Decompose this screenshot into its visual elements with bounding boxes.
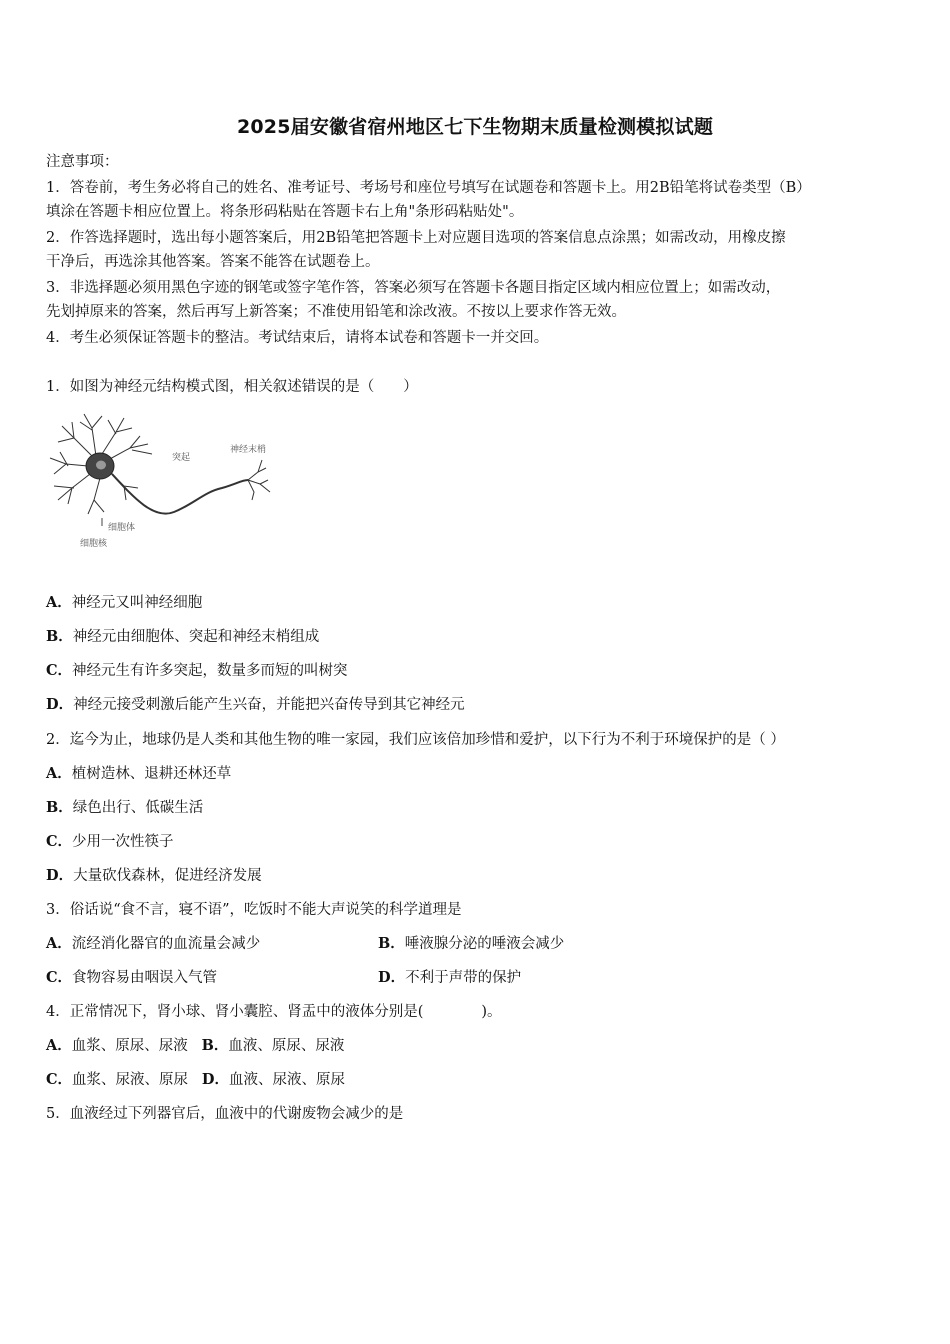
option-label: A． [46,765,72,782]
option-label: C． [46,833,73,850]
option-label: D． [201,1071,229,1088]
question-4-options-row-1 [46,1036,344,1056]
label-nucleus: 细胞核 [80,539,108,549]
option-text: 大量砍伐森林，促进经济发展 [73,868,262,884]
option-text: 神经元由细胞体、突起和神经末梢组成 [72,629,320,645]
question-3-option-d [378,968,521,988]
question-2-option-b [46,798,203,818]
option-label: B． [201,1037,229,1054]
option-text: 神经元接受刺激后能产生兴奋，并能把兴奋传导到其它神经元 [73,697,465,713]
option-label: A． [46,1037,72,1054]
option-text: 血液、原尿、尿液 [228,1038,345,1054]
label-processes: 突起 [172,453,191,463]
option-label: D． [46,867,74,884]
notice-line: 1．答卷前，考生务必将自己的姓名、准考证号、考场号和座位号填写在试题卷和答题卡上。用2B铅笔将试卷类型（B） [46,180,811,196]
question-1-option-a [46,593,202,613]
option-label: C． [46,1071,73,1088]
option-label: B． [46,628,73,645]
option-text: 唾液腺分泌的唾液会减少 [404,936,565,952]
question-2-option-a [46,764,231,784]
question-1-option-d [46,695,465,715]
question-3-option-a [46,934,260,954]
axon [112,474,248,514]
notice-line: 填涂在答题卡相应位置上。将条形码粘贴在答题卡右上角"条形码粘贴处"。 [46,204,524,220]
question-3-option-c [46,968,217,988]
option-text: 绿色出行、低碳生活 [72,800,204,816]
option-text: 少用一次性筷子 [72,834,174,850]
notice-line: 3．非选择题必须用黑色字迹的钢笔或签字笔作答，答案必须写在答题卡各题目指定区域内相应位置上；如需改动， [46,280,781,296]
question-2-option-d [46,866,262,886]
label-nerve-ending: 神经末梢 [230,445,267,455]
question-2-option-c [46,832,174,852]
option-text: 血浆、尿液、原尿 [72,1072,189,1088]
cell-nucleus [96,461,106,470]
question-1-option-b [46,627,319,647]
option-text: 食物容易由咽误入气管 [72,970,218,986]
question-3-option-b [378,934,564,954]
option-label: A． [46,935,72,952]
notice-line: 4．考生必须保证答题卡的整洁。考试结束后，请将本试卷和答题卡一并交回。 [46,330,549,346]
nerve-endings [248,460,270,500]
option-label: B． [378,935,405,952]
question-3-stem: 3．俗话说“食不言，寝不语”，吃饭时不能大声说笑的科学道理是 [46,902,462,918]
option-label: D． [378,969,406,986]
neuron-diagram [44,408,284,556]
question-1-option-c [46,661,348,681]
question-4-stem: 4．正常情况下，肾小球、肾小囊腔、肾盂中的液体分别是( )。 [46,1004,502,1020]
option-label: D． [46,696,74,713]
option-text: 血浆、原尿、尿液 [71,1038,188,1054]
question-2-stem: 2．迄今为止，地球仍是人类和其他生物的唯一家园，我们应该倍加珍惜和爱护，以下行为不利于环境保护的是（ ） [46,732,785,748]
option-label: C． [46,662,73,679]
option-text: 植树造林、退耕还林还草 [71,766,232,782]
notice-heading: 注意事项： [46,154,119,170]
option-label: C． [46,969,73,986]
question-4-options-row-2 [46,1070,345,1090]
option-label: A． [46,594,72,611]
option-label: B． [46,799,73,816]
page-title: 2025届安徽省宿州地区七下生物期末质量检测模拟试题 [236,116,714,138]
notice-line: 干净后，再选涂其他答案。答案不能答在试题卷上。 [46,254,380,270]
option-text: 流经消化器官的血流量会减少 [71,936,261,952]
notice-line: 先划掉原来的答案，然后再写上新答案；不准使用铅笔和涂改液。不按以上要求作答无效。 [46,304,626,320]
option-text: 不利于声带的保护 [405,970,522,986]
option-text: 神经元又叫神经细胞 [71,595,203,611]
option-text: 血液、尿液、原尿 [228,1072,345,1088]
question-5-stem: 5．血液经过下列器官后，血液中的代谢废物会减少的是 [46,1106,404,1122]
option-text: 神经元生有许多突起，数量多而短的叫树突 [72,663,348,679]
label-cell-body: 细胞体 [108,523,136,533]
question-1-stem: 1．如图为神经元结构模式图，相关叙述错误的是（ ） [46,379,418,395]
notice-line: 2．作答选择题时，选出每小题答案后，用2B铅笔把答题卡上对应题目选项的答案信息点涂黑；如需改动，用橡皮擦 [46,230,786,246]
